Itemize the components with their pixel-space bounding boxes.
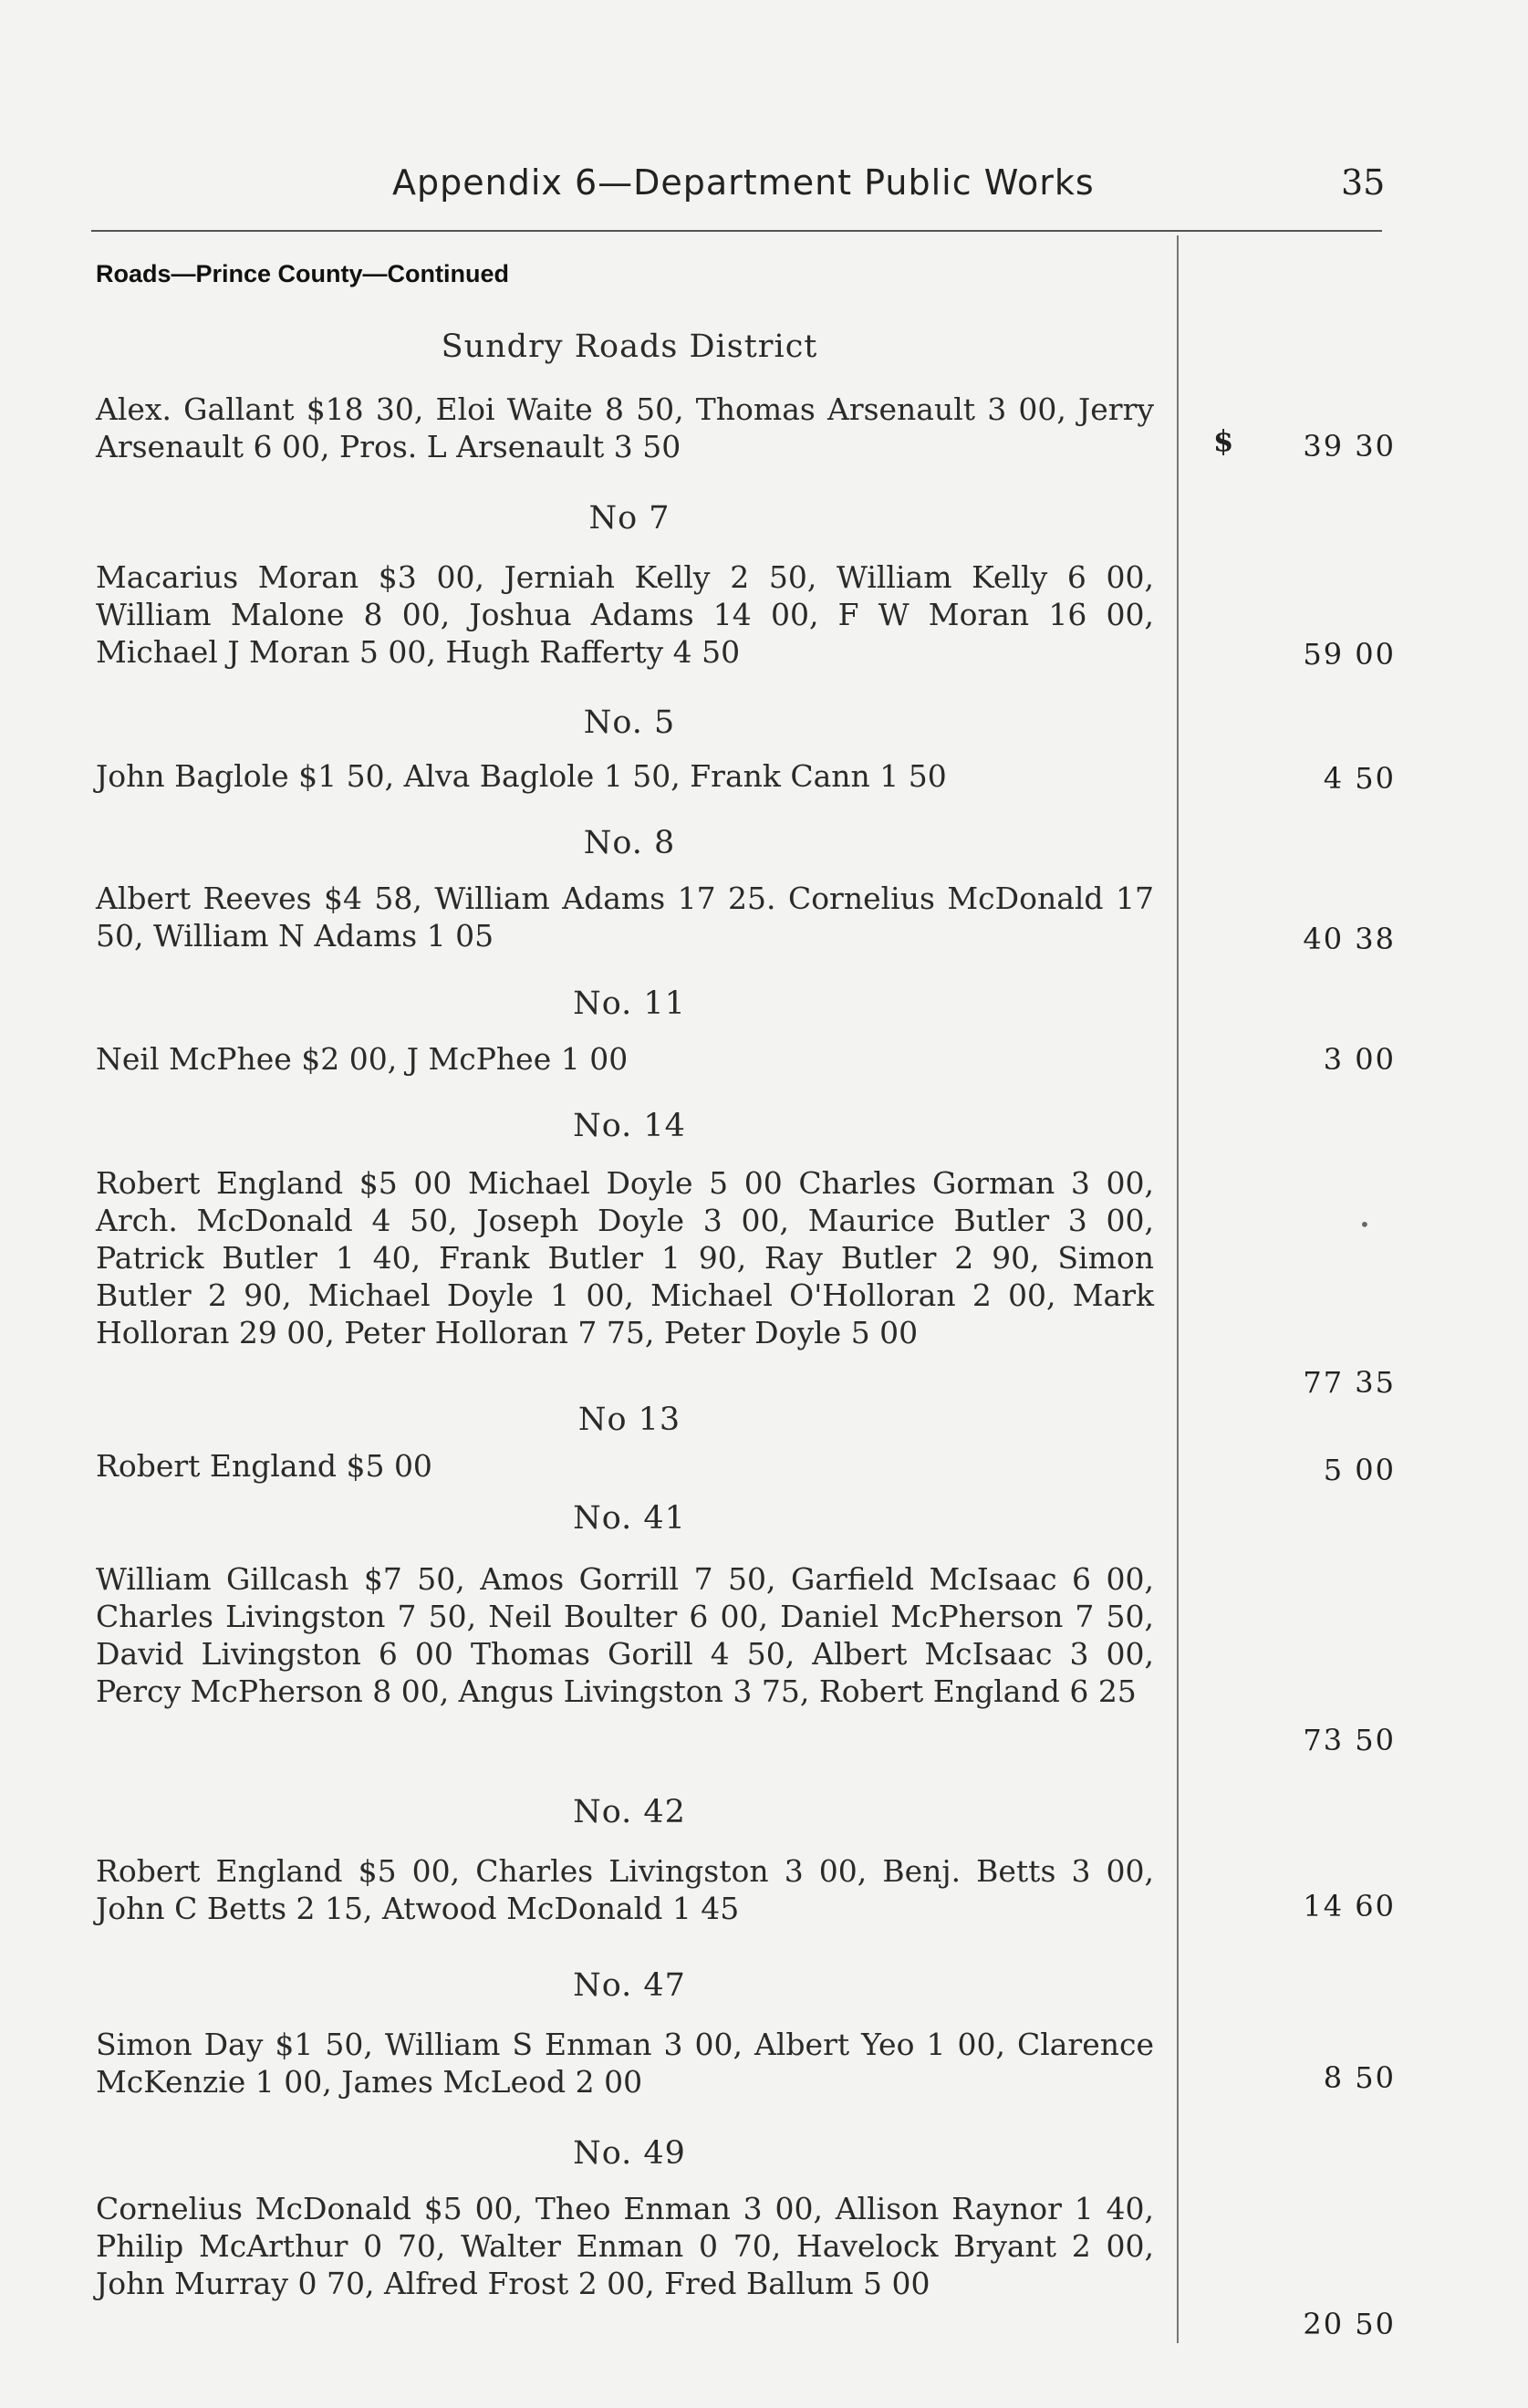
entry-total: 14 60	[1303, 1889, 1396, 1923]
entry-text: Simon Day $1 50, William S Enman 3 00, Albert Yeo 1 00, Clarence McKenzie 1 00, James McLeod 2 00	[96, 2027, 1154, 2100]
district-title: Sundry Roads District	[441, 328, 818, 365]
entry-text: Macarius Moran $3 00, Jerniah Kelly 2 50, William Kelly 6 00, William Malone 8 00, Joshua Adams 14 00, F W Moran 16 00, Michael J Moran 5 00, Hugh Rafferty 4 50	[96, 559, 1154, 670]
section-heading: No. 47	[573, 1967, 686, 2004]
section-heading: No. 8	[583, 825, 676, 861]
entry-total: 8 50	[1323, 2060, 1396, 2095]
page-number: 35	[1341, 162, 1386, 203]
section-heading: No. 11	[573, 985, 686, 1022]
section-heading: No. 42	[573, 1794, 686, 1830]
entry-total: 5 00	[1323, 1453, 1396, 1487]
entry-text: Robert England $5 00, Charles Livingston 3 00, Benj. Betts 3 00, John C Betts 2 15, Atwood McDonald 1 45	[96, 1853, 1154, 1926]
page-header-title: Appendix 6—Department Public Works	[392, 162, 1095, 203]
entry-total: 40 38	[1303, 922, 1396, 956]
section-heading: No. 5	[583, 704, 676, 741]
header-rule	[91, 230, 1382, 232]
amount-column-rule	[1177, 235, 1179, 2343]
section-heading: No 7	[588, 500, 670, 537]
entry-total: 39 30	[1303, 429, 1396, 464]
entry-text: Neil McPhee $2 00, J McPhee 1 00	[96, 1041, 629, 1077]
entry-text: Alex. Gallant $18 30, Eloi Waite 8 50, Thomas Arsenault 3 00, Jerry Arsenault 6 00, Pros. L Arsenault 3 50	[96, 391, 1154, 464]
stray-mark: •	[1359, 1214, 1370, 1235]
entry-text: Cornelius McDonald $5 00, Theo Enman 3 00, Allison Raynor 1 40, Philip McArthur 0 70, Walter Enman 0 70, Havelock Bryant 2 00, John Murray 0 70, Alfred Frost 2 00, Fred Ballum 5 00	[96, 2191, 1154, 2301]
section-heading: No. 49	[573, 2135, 686, 2172]
entry-text: John Baglole $1 50, Alva Baglole 1 50, Frank Cann 1 50	[96, 758, 947, 794]
entry-total: 20 50	[1303, 2307, 1396, 2341]
section-heading: No 13	[577, 1402, 681, 1438]
entry-text: Robert England $5 00 Michael Doyle 5 00 Charles Gorman 3 00, Arch. McDonald 4 50, Joseph Doyle 3 00, Maurice Butler 3 00, Patrick Butler 1 40, Frank Butler 1 90, Ray Butler 2 90, Simon Butler 2 90, Michael Doyle 1 00, Michael O'Holloran 2 00, Mark Holloran 29 00, Peter Holloran 7 75, Peter Doyle 5 00	[96, 1165, 1154, 1350]
section-heading: No. 14	[573, 1108, 686, 1144]
entry-text: Albert Reeves $4 58, William Adams 17 25. Cornelius McDonald 17 50, William N Adams 1 05	[96, 881, 1154, 954]
entry-total: 4 50	[1323, 761, 1396, 796]
entry-total: 77 35	[1303, 1365, 1396, 1400]
entry-total: 3 00	[1323, 1042, 1396, 1077]
entry-total: 59 00	[1303, 637, 1396, 672]
section-heading: No. 41	[573, 1500, 686, 1537]
entry-total: 73 50	[1303, 1723, 1396, 1757]
entry-text: William Gillcash $7 50, Amos Gorrill 7 50, Garfield McIsaac 6 00, Charles Livingston 7 50, Neil Boulter 6 00, Daniel McPherson 7 50, David Livingston 6 00 Thomas Gorill 4 50, Albert McIsaac 3 00, Percy McPherson 8 00, Angus Livingston 3 75, Robert England 6 25	[96, 1561, 1154, 1709]
section-subheading: Roads—Prince County—Continued	[96, 260, 510, 287]
entry-text: Robert England $5 00	[96, 1448, 432, 1484]
currency-symbol: $	[1213, 423, 1234, 458]
